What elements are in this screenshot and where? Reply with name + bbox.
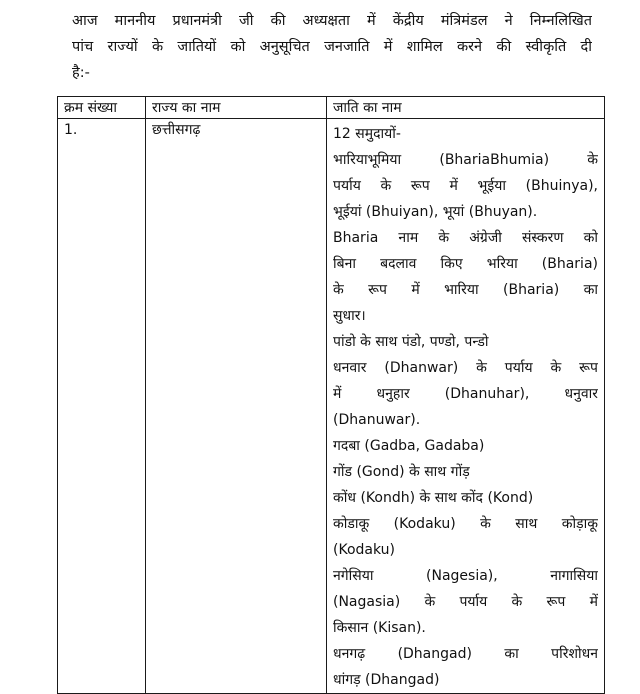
caste-table <box>57 96 605 694</box>
caste-line: गोंड (Gond) के साथ गोंड़ <box>333 464 470 480</box>
caste-line: धनगढ़ (Dhangad) का परिशोधन <box>333 646 598 662</box>
caste-line: धनवार (Dhanwar) के पर्याय के रूप <box>333 360 598 376</box>
intro-line: पांच राज्यों के जातियों को अनुसूचित जनजाति में शामिल करने की स्वीकृति दी <box>72 39 592 55</box>
header-serial-number: क्रम संख्या <box>58 97 146 119</box>
intro-paragraph <box>72 8 592 86</box>
caste-line: (Nagasia) के पर्याय के रूप में <box>333 594 598 610</box>
caste-line: सुधार। <box>333 308 366 324</box>
caste-line: धांगड़ (Dhangad) <box>333 672 440 688</box>
caste-line: बिना बदलाव किए भरिया (Bharia) <box>333 256 598 272</box>
caste-line: कोडाकू (Kodaku) के साथ कोड़ाकू <box>333 516 598 532</box>
caste-line: पर्याय के रूप में भूईया (Bhuinya), <box>333 178 598 194</box>
header-state-name: राज्य का नाम <box>146 97 327 119</box>
state-name-cell: छत्तीसगढ़ <box>146 119 327 694</box>
table-header-row <box>58 97 605 119</box>
header-caste-name: जाति का नाम <box>327 97 605 119</box>
caste-line: पांडो के साथ पंडो, पण्डो, पन्डो <box>333 334 489 350</box>
caste-line: किसान (Kisan). <box>333 620 426 636</box>
caste-line: में धनुहार (Dhanuhar), धनुवार <box>333 386 598 402</box>
caste-line: भूईयां (Bhuiyan), भूयां (Bhuyan). <box>333 204 538 220</box>
caste-list-cell <box>327 119 605 694</box>
intro-line: है:- <box>72 65 90 81</box>
caste-line: 12 समुदायों- <box>333 126 401 142</box>
caste-line: Bharia नाम के अंग्रेजी संस्करण को <box>333 230 598 246</box>
intro-line: आज माननीय प्रधानमंत्री जी की अध्यक्षता में केंद्रीय मंत्रिमंडल ने निम्नलिखित <box>72 13 592 29</box>
caste-line: के रूप में भारिया (Bharia) का <box>333 282 598 298</box>
caste-line: नगेसिया (Nagesia), नागासिया <box>333 568 598 584</box>
caste-line: कोंध (Kondh) के साथ कोंद (Kond) <box>333 490 534 506</box>
caste-line: (Kodaku) <box>333 542 395 558</box>
caste-line: भारियाभूमिया (BhariaBhumia) के <box>333 152 598 168</box>
table-row <box>58 119 605 694</box>
caste-line: गदबा (Gadba, Gadaba) <box>333 438 485 454</box>
caste-line: (Dhanuwar). <box>333 412 421 428</box>
serial-number-cell: 1. <box>58 119 146 694</box>
